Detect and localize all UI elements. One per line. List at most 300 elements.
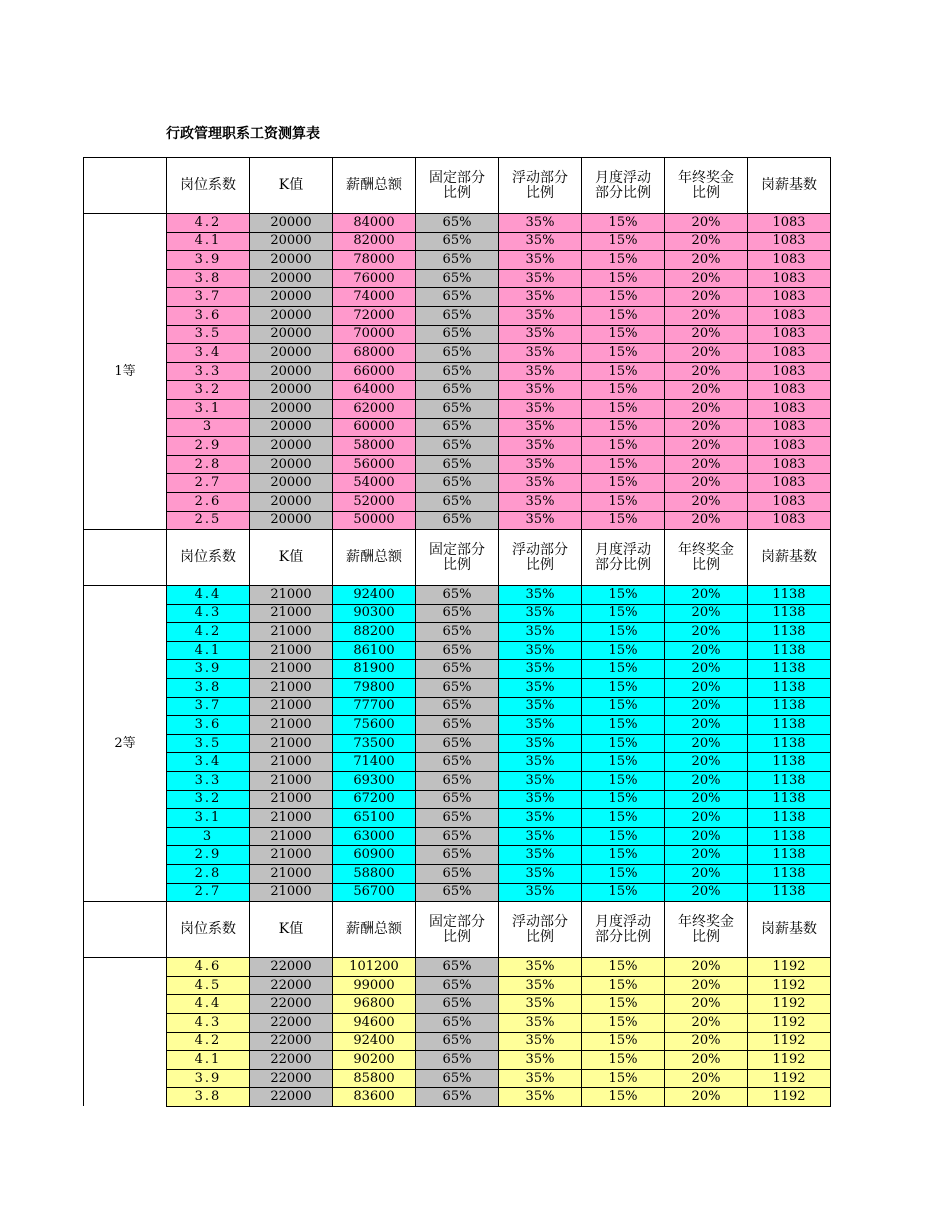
cell-float[interactable]: 35% bbox=[499, 809, 582, 828]
cell-coef[interactable]: 4.2 bbox=[167, 1032, 250, 1051]
header-monthly[interactable] bbox=[582, 530, 665, 586]
cell-bonus[interactable]: 20% bbox=[665, 586, 748, 605]
cell-float[interactable]: 35% bbox=[499, 958, 582, 977]
cell-float[interactable]: 35% bbox=[499, 827, 582, 846]
cell-total[interactable]: 58800 bbox=[333, 865, 416, 884]
cell-k[interactable]: 20000 bbox=[250, 306, 333, 325]
cell-coef[interactable]: 4.3 bbox=[167, 1013, 250, 1032]
cell-bonus[interactable]: 20% bbox=[665, 325, 748, 344]
cell-total[interactable]: 74000 bbox=[333, 288, 416, 307]
cell-float[interactable]: 35% bbox=[499, 418, 582, 437]
cell-k[interactable]: 20000 bbox=[250, 269, 333, 288]
cell-total[interactable]: 56000 bbox=[333, 455, 416, 474]
cell-base[interactable]: 1083 bbox=[748, 362, 831, 381]
cell-monthly[interactable]: 15% bbox=[582, 604, 665, 623]
cell-fixed[interactable]: 65% bbox=[416, 734, 499, 753]
cell-fixed[interactable]: 65% bbox=[416, 772, 499, 791]
cell-bonus[interactable]: 20% bbox=[665, 214, 748, 233]
cell-coef[interactable]: 4.2 bbox=[167, 214, 250, 233]
cell-monthly[interactable]: 15% bbox=[582, 251, 665, 270]
cell-bonus[interactable]: 20% bbox=[665, 492, 748, 511]
cell-coef[interactable]: 4.2 bbox=[167, 623, 250, 642]
cell-bonus[interactable]: 20% bbox=[665, 958, 748, 977]
cell-total[interactable]: 66000 bbox=[333, 362, 416, 381]
cell-fixed[interactable]: 65% bbox=[416, 232, 499, 251]
cell-total[interactable]: 99000 bbox=[333, 976, 416, 995]
cell-coef[interactable]: 3.8 bbox=[167, 269, 250, 288]
cell-base[interactable]: 1138 bbox=[748, 679, 831, 698]
cell-total[interactable]: 90300 bbox=[333, 604, 416, 623]
header-k[interactable] bbox=[250, 902, 333, 958]
cell-total[interactable]: 63000 bbox=[333, 827, 416, 846]
cell-coef[interactable]: 4.1 bbox=[167, 232, 250, 251]
header-fixed[interactable] bbox=[416, 158, 499, 214]
cell-float[interactable]: 35% bbox=[499, 697, 582, 716]
cell-fixed[interactable]: 65% bbox=[416, 399, 499, 418]
cell-base[interactable]: 1138 bbox=[748, 883, 831, 902]
cell-coef[interactable]: 2.6 bbox=[167, 492, 250, 511]
cell-bonus[interactable]: 20% bbox=[665, 883, 748, 902]
cell-monthly[interactable]: 15% bbox=[582, 660, 665, 679]
cell-k[interactable]: 22000 bbox=[250, 958, 333, 977]
header-blank-cell[interactable] bbox=[84, 530, 167, 586]
cell-total[interactable]: 92400 bbox=[333, 586, 416, 605]
cell-bonus[interactable]: 20% bbox=[665, 455, 748, 474]
cell-total[interactable]: 73500 bbox=[333, 734, 416, 753]
cell-base[interactable]: 1138 bbox=[748, 809, 831, 828]
cell-bonus[interactable]: 20% bbox=[665, 362, 748, 381]
cell-coef[interactable]: 3 bbox=[167, 827, 250, 846]
cell-total[interactable]: 82000 bbox=[333, 232, 416, 251]
cell-base[interactable]: 1192 bbox=[748, 1032, 831, 1051]
cell-total[interactable]: 79800 bbox=[333, 679, 416, 698]
cell-k[interactable]: 22000 bbox=[250, 995, 333, 1014]
cell-bonus[interactable]: 20% bbox=[665, 437, 748, 456]
cell-float[interactable]: 35% bbox=[499, 641, 582, 660]
cell-k[interactable]: 20000 bbox=[250, 325, 333, 344]
cell-bonus[interactable]: 20% bbox=[665, 232, 748, 251]
cell-monthly[interactable]: 15% bbox=[582, 455, 665, 474]
cell-total[interactable]: 76000 bbox=[333, 269, 416, 288]
cell-coef[interactable]: 4.1 bbox=[167, 1051, 250, 1070]
cell-fixed[interactable]: 65% bbox=[416, 753, 499, 772]
cell-coef[interactable]: 3.3 bbox=[167, 362, 250, 381]
cell-base[interactable]: 1192 bbox=[748, 1013, 831, 1032]
cell-base[interactable]: 1192 bbox=[748, 995, 831, 1014]
cell-k[interactable]: 22000 bbox=[250, 1032, 333, 1051]
cell-fixed[interactable]: 65% bbox=[416, 251, 499, 270]
cell-monthly[interactable]: 15% bbox=[582, 697, 665, 716]
cell-float[interactable]: 35% bbox=[499, 846, 582, 865]
cell-float[interactable]: 35% bbox=[499, 772, 582, 791]
cell-total[interactable]: 56700 bbox=[333, 883, 416, 902]
cell-k[interactable]: 20000 bbox=[250, 437, 333, 456]
header-float[interactable] bbox=[499, 158, 582, 214]
cell-monthly[interactable]: 15% bbox=[582, 586, 665, 605]
cell-coef[interactable]: 2.7 bbox=[167, 474, 250, 493]
cell-fixed[interactable]: 65% bbox=[416, 344, 499, 363]
cell-float[interactable]: 35% bbox=[499, 790, 582, 809]
cell-base[interactable]: 1138 bbox=[748, 827, 831, 846]
cell-base[interactable]: 1138 bbox=[748, 753, 831, 772]
cell-fixed[interactable]: 65% bbox=[416, 437, 499, 456]
cell-coef[interactable]: 3.6 bbox=[167, 306, 250, 325]
cell-total[interactable]: 69300 bbox=[333, 772, 416, 791]
cell-float[interactable]: 35% bbox=[499, 437, 582, 456]
cell-coef[interactable]: 3.5 bbox=[167, 734, 250, 753]
cell-k[interactable]: 22000 bbox=[250, 1069, 333, 1088]
cell-base[interactable]: 1192 bbox=[748, 976, 831, 995]
cell-base[interactable]: 1083 bbox=[748, 511, 831, 530]
cell-coef[interactable]: 3.1 bbox=[167, 809, 250, 828]
cell-monthly[interactable]: 15% bbox=[582, 827, 665, 846]
cell-fixed[interactable]: 65% bbox=[416, 995, 499, 1014]
cell-k[interactable]: 20000 bbox=[250, 418, 333, 437]
cell-coef[interactable]: 4.3 bbox=[167, 604, 250, 623]
cell-fixed[interactable]: 65% bbox=[416, 697, 499, 716]
cell-coef[interactable]: 3.2 bbox=[167, 381, 250, 400]
cell-float[interactable]: 35% bbox=[499, 362, 582, 381]
cell-total[interactable]: 83600 bbox=[333, 1088, 416, 1107]
cell-k[interactable]: 20000 bbox=[250, 474, 333, 493]
cell-monthly[interactable]: 15% bbox=[582, 883, 665, 902]
cell-k[interactable]: 21000 bbox=[250, 623, 333, 642]
cell-monthly[interactable]: 15% bbox=[582, 1013, 665, 1032]
cell-base[interactable]: 1083 bbox=[748, 437, 831, 456]
cell-monthly[interactable]: 15% bbox=[582, 214, 665, 233]
cell-bonus[interactable]: 20% bbox=[665, 716, 748, 735]
cell-base[interactable]: 1138 bbox=[748, 641, 831, 660]
cell-base[interactable]: 1138 bbox=[748, 865, 831, 884]
cell-coef[interactable]: 3.4 bbox=[167, 753, 250, 772]
cell-k[interactable]: 20000 bbox=[250, 232, 333, 251]
cell-coef[interactable]: 3.5 bbox=[167, 325, 250, 344]
cell-k[interactable]: 21000 bbox=[250, 790, 333, 809]
cell-coef[interactable]: 2.7 bbox=[167, 883, 250, 902]
cell-base[interactable]: 1138 bbox=[748, 716, 831, 735]
cell-monthly[interactable]: 15% bbox=[582, 399, 665, 418]
header-total[interactable] bbox=[333, 902, 416, 958]
cell-total[interactable]: 101200 bbox=[333, 958, 416, 977]
cell-bonus[interactable]: 20% bbox=[665, 1051, 748, 1070]
header-blank-cell[interactable] bbox=[84, 902, 167, 958]
cell-coef[interactable]: 3.6 bbox=[167, 716, 250, 735]
cell-float[interactable]: 35% bbox=[499, 660, 582, 679]
header-base[interactable] bbox=[748, 530, 831, 586]
cell-k[interactable]: 21000 bbox=[250, 883, 333, 902]
cell-fixed[interactable]: 65% bbox=[416, 1069, 499, 1088]
cell-total[interactable]: 70000 bbox=[333, 325, 416, 344]
cell-k[interactable]: 21000 bbox=[250, 734, 333, 753]
cell-bonus[interactable]: 20% bbox=[665, 306, 748, 325]
cell-float[interactable]: 35% bbox=[499, 455, 582, 474]
cell-base[interactable]: 1138 bbox=[748, 846, 831, 865]
cell-coef[interactable]: 2.8 bbox=[167, 455, 250, 474]
header-fixed[interactable] bbox=[416, 902, 499, 958]
cell-total[interactable]: 58000 bbox=[333, 437, 416, 456]
cell-monthly[interactable]: 15% bbox=[582, 288, 665, 307]
cell-k[interactable]: 20000 bbox=[250, 381, 333, 400]
cell-total[interactable]: 52000 bbox=[333, 492, 416, 511]
cell-bonus[interactable]: 20% bbox=[665, 288, 748, 307]
cell-monthly[interactable]: 15% bbox=[582, 790, 665, 809]
cell-fixed[interactable]: 65% bbox=[416, 1013, 499, 1032]
cell-bonus[interactable]: 20% bbox=[665, 511, 748, 530]
cell-fixed[interactable]: 65% bbox=[416, 362, 499, 381]
cell-monthly[interactable]: 15% bbox=[582, 734, 665, 753]
cell-fixed[interactable]: 65% bbox=[416, 958, 499, 977]
header-float[interactable] bbox=[499, 902, 582, 958]
cell-monthly[interactable]: 15% bbox=[582, 772, 665, 791]
cell-base[interactable]: 1138 bbox=[748, 697, 831, 716]
cell-k[interactable]: 21000 bbox=[250, 604, 333, 623]
cell-k[interactable]: 20000 bbox=[250, 455, 333, 474]
cell-k[interactable]: 20000 bbox=[250, 511, 333, 530]
cell-float[interactable]: 35% bbox=[499, 1032, 582, 1051]
cell-fixed[interactable]: 65% bbox=[416, 381, 499, 400]
cell-base[interactable]: 1138 bbox=[748, 660, 831, 679]
cell-total[interactable]: 54000 bbox=[333, 474, 416, 493]
cell-coef[interactable]: 3.8 bbox=[167, 1088, 250, 1107]
cell-base[interactable]: 1138 bbox=[748, 772, 831, 791]
cell-k[interactable]: 21000 bbox=[250, 641, 333, 660]
cell-total[interactable]: 88200 bbox=[333, 623, 416, 642]
cell-base[interactable]: 1138 bbox=[748, 790, 831, 809]
cell-coef[interactable]: 4.6 bbox=[167, 958, 250, 977]
cell-bonus[interactable]: 20% bbox=[665, 604, 748, 623]
cell-k[interactable]: 20000 bbox=[250, 344, 333, 363]
cell-base[interactable]: 1138 bbox=[748, 604, 831, 623]
cell-base[interactable]: 1192 bbox=[748, 958, 831, 977]
cell-float[interactable]: 35% bbox=[499, 623, 582, 642]
cell-monthly[interactable]: 15% bbox=[582, 1032, 665, 1051]
cell-bonus[interactable]: 20% bbox=[665, 251, 748, 270]
cell-fixed[interactable]: 65% bbox=[416, 641, 499, 660]
cell-total[interactable]: 60000 bbox=[333, 418, 416, 437]
cell-coef[interactable]: 3.9 bbox=[167, 251, 250, 270]
cell-bonus[interactable]: 20% bbox=[665, 399, 748, 418]
cell-monthly[interactable]: 15% bbox=[582, 325, 665, 344]
cell-monthly[interactable]: 15% bbox=[582, 437, 665, 456]
cell-coef[interactable]: 3.4 bbox=[167, 344, 250, 363]
cell-monthly[interactable]: 15% bbox=[582, 269, 665, 288]
header-total[interactable] bbox=[333, 530, 416, 586]
cell-total[interactable]: 71400 bbox=[333, 753, 416, 772]
header-bonus[interactable] bbox=[665, 158, 748, 214]
cell-monthly[interactable]: 15% bbox=[582, 995, 665, 1014]
cell-base[interactable]: 1083 bbox=[748, 492, 831, 511]
cell-base[interactable]: 1138 bbox=[748, 586, 831, 605]
header-coef[interactable] bbox=[167, 530, 250, 586]
header-base[interactable] bbox=[748, 158, 831, 214]
cell-coef[interactable]: 3.3 bbox=[167, 772, 250, 791]
cell-fixed[interactable]: 65% bbox=[416, 790, 499, 809]
cell-float[interactable]: 35% bbox=[499, 344, 582, 363]
header-coef[interactable] bbox=[167, 158, 250, 214]
cell-total[interactable]: 75600 bbox=[333, 716, 416, 735]
cell-coef[interactable]: 3.7 bbox=[167, 288, 250, 307]
cell-float[interactable]: 35% bbox=[499, 976, 582, 995]
cell-fixed[interactable]: 65% bbox=[416, 511, 499, 530]
cell-float[interactable]: 35% bbox=[499, 251, 582, 270]
cell-fixed[interactable]: 65% bbox=[416, 976, 499, 995]
cell-total[interactable]: 68000 bbox=[333, 344, 416, 363]
cell-float[interactable]: 35% bbox=[499, 474, 582, 493]
cell-base[interactable]: 1083 bbox=[748, 306, 831, 325]
cell-coef[interactable]: 3.9 bbox=[167, 660, 250, 679]
cell-bonus[interactable]: 20% bbox=[665, 697, 748, 716]
grade-label-cell[interactable] bbox=[84, 958, 167, 1107]
cell-base[interactable]: 1083 bbox=[748, 288, 831, 307]
cell-float[interactable]: 35% bbox=[499, 586, 582, 605]
cell-float[interactable]: 35% bbox=[499, 269, 582, 288]
cell-monthly[interactable]: 15% bbox=[582, 474, 665, 493]
cell-float[interactable]: 35% bbox=[499, 306, 582, 325]
cell-total[interactable]: 62000 bbox=[333, 399, 416, 418]
header-base[interactable] bbox=[748, 902, 831, 958]
cell-float[interactable]: 35% bbox=[499, 734, 582, 753]
cell-fixed[interactable]: 65% bbox=[416, 325, 499, 344]
cell-bonus[interactable]: 20% bbox=[665, 1013, 748, 1032]
cell-coef[interactable]: 2.9 bbox=[167, 437, 250, 456]
cell-bonus[interactable]: 20% bbox=[665, 753, 748, 772]
cell-bonus[interactable]: 20% bbox=[665, 269, 748, 288]
cell-monthly[interactable]: 15% bbox=[582, 511, 665, 530]
cell-monthly[interactable]: 15% bbox=[582, 679, 665, 698]
cell-monthly[interactable]: 15% bbox=[582, 716, 665, 735]
grade-label-cell[interactable]: 2等 bbox=[84, 586, 167, 902]
cell-base[interactable]: 1083 bbox=[748, 232, 831, 251]
cell-total[interactable]: 96800 bbox=[333, 995, 416, 1014]
cell-float[interactable]: 35% bbox=[499, 1069, 582, 1088]
cell-base[interactable]: 1083 bbox=[748, 418, 831, 437]
cell-k[interactable]: 21000 bbox=[250, 697, 333, 716]
cell-fixed[interactable]: 65% bbox=[416, 1051, 499, 1070]
cell-float[interactable]: 35% bbox=[499, 1088, 582, 1107]
cell-total[interactable]: 60900 bbox=[333, 846, 416, 865]
cell-monthly[interactable]: 15% bbox=[582, 623, 665, 642]
cell-monthly[interactable]: 15% bbox=[582, 232, 665, 251]
cell-float[interactable]: 35% bbox=[499, 679, 582, 698]
cell-coef[interactable]: 3.9 bbox=[167, 1069, 250, 1088]
cell-float[interactable]: 35% bbox=[499, 325, 582, 344]
cell-fixed[interactable]: 65% bbox=[416, 623, 499, 642]
cell-total[interactable]: 85800 bbox=[333, 1069, 416, 1088]
cell-base[interactable]: 1083 bbox=[748, 455, 831, 474]
cell-coef[interactable]: 3.1 bbox=[167, 399, 250, 418]
cell-coef[interactable]: 4.1 bbox=[167, 641, 250, 660]
cell-float[interactable]: 35% bbox=[499, 753, 582, 772]
cell-base[interactable]: 1083 bbox=[748, 399, 831, 418]
cell-fixed[interactable]: 65% bbox=[416, 660, 499, 679]
cell-base[interactable]: 1083 bbox=[748, 344, 831, 363]
cell-bonus[interactable]: 20% bbox=[665, 641, 748, 660]
cell-float[interactable]: 35% bbox=[499, 288, 582, 307]
cell-base[interactable]: 1192 bbox=[748, 1069, 831, 1088]
cell-float[interactable]: 35% bbox=[499, 214, 582, 233]
cell-base[interactable]: 1083 bbox=[748, 269, 831, 288]
cell-bonus[interactable]: 20% bbox=[665, 381, 748, 400]
cell-bonus[interactable]: 20% bbox=[665, 809, 748, 828]
cell-fixed[interactable]: 65% bbox=[416, 809, 499, 828]
cell-k[interactable]: 21000 bbox=[250, 753, 333, 772]
cell-base[interactable]: 1083 bbox=[748, 325, 831, 344]
cell-bonus[interactable]: 20% bbox=[665, 1088, 748, 1107]
cell-monthly[interactable]: 15% bbox=[582, 306, 665, 325]
cell-k[interactable]: 20000 bbox=[250, 362, 333, 381]
cell-monthly[interactable]: 15% bbox=[582, 809, 665, 828]
cell-bonus[interactable]: 20% bbox=[665, 1032, 748, 1051]
cell-coef[interactable]: 3.7 bbox=[167, 697, 250, 716]
cell-bonus[interactable]: 20% bbox=[665, 995, 748, 1014]
cell-bonus[interactable]: 20% bbox=[665, 1069, 748, 1088]
cell-base[interactable]: 1192 bbox=[748, 1088, 831, 1107]
cell-base[interactable]: 1138 bbox=[748, 734, 831, 753]
cell-k[interactable]: 20000 bbox=[250, 251, 333, 270]
cell-coef[interactable]: 3.2 bbox=[167, 790, 250, 809]
cell-fixed[interactable]: 65% bbox=[416, 846, 499, 865]
cell-total[interactable]: 81900 bbox=[333, 660, 416, 679]
cell-k[interactable]: 21000 bbox=[250, 660, 333, 679]
header-coef[interactable] bbox=[167, 902, 250, 958]
cell-total[interactable]: 78000 bbox=[333, 251, 416, 270]
cell-fixed[interactable]: 65% bbox=[416, 418, 499, 437]
header-bonus[interactable] bbox=[665, 902, 748, 958]
grade-label-cell[interactable]: 1等 bbox=[84, 214, 167, 530]
cell-total[interactable]: 72000 bbox=[333, 306, 416, 325]
cell-coef[interactable]: 4.5 bbox=[167, 976, 250, 995]
cell-float[interactable]: 35% bbox=[499, 511, 582, 530]
cell-k[interactable]: 21000 bbox=[250, 865, 333, 884]
cell-coef[interactable]: 3 bbox=[167, 418, 250, 437]
cell-total[interactable]: 65100 bbox=[333, 809, 416, 828]
cell-fixed[interactable]: 65% bbox=[416, 865, 499, 884]
cell-float[interactable]: 35% bbox=[499, 883, 582, 902]
cell-coef[interactable]: 4.4 bbox=[167, 995, 250, 1014]
cell-k[interactable]: 20000 bbox=[250, 288, 333, 307]
cell-total[interactable]: 86100 bbox=[333, 641, 416, 660]
cell-monthly[interactable]: 15% bbox=[582, 865, 665, 884]
cell-monthly[interactable]: 15% bbox=[582, 753, 665, 772]
cell-base[interactable]: 1083 bbox=[748, 381, 831, 400]
cell-fixed[interactable]: 65% bbox=[416, 455, 499, 474]
header-blank-cell[interactable] bbox=[84, 158, 167, 214]
cell-total[interactable]: 84000 bbox=[333, 214, 416, 233]
cell-bonus[interactable]: 20% bbox=[665, 976, 748, 995]
cell-float[interactable]: 35% bbox=[499, 492, 582, 511]
cell-bonus[interactable]: 20% bbox=[665, 790, 748, 809]
cell-monthly[interactable]: 15% bbox=[582, 641, 665, 660]
cell-fixed[interactable]: 65% bbox=[416, 1032, 499, 1051]
cell-k[interactable]: 21000 bbox=[250, 772, 333, 791]
cell-fixed[interactable]: 65% bbox=[416, 214, 499, 233]
cell-k[interactable]: 20000 bbox=[250, 214, 333, 233]
cell-float[interactable]: 35% bbox=[499, 232, 582, 251]
cell-base[interactable]: 1083 bbox=[748, 251, 831, 270]
cell-total[interactable]: 90200 bbox=[333, 1051, 416, 1070]
cell-fixed[interactable]: 65% bbox=[416, 679, 499, 698]
cell-fixed[interactable]: 65% bbox=[416, 288, 499, 307]
cell-coef[interactable]: 2.8 bbox=[167, 865, 250, 884]
cell-fixed[interactable]: 65% bbox=[416, 1088, 499, 1107]
cell-float[interactable]: 35% bbox=[499, 1013, 582, 1032]
cell-monthly[interactable]: 15% bbox=[582, 958, 665, 977]
cell-total[interactable]: 77700 bbox=[333, 697, 416, 716]
cell-monthly[interactable]: 15% bbox=[582, 846, 665, 865]
cell-float[interactable]: 35% bbox=[499, 995, 582, 1014]
cell-monthly[interactable]: 15% bbox=[582, 1069, 665, 1088]
cell-float[interactable]: 35% bbox=[499, 1051, 582, 1070]
